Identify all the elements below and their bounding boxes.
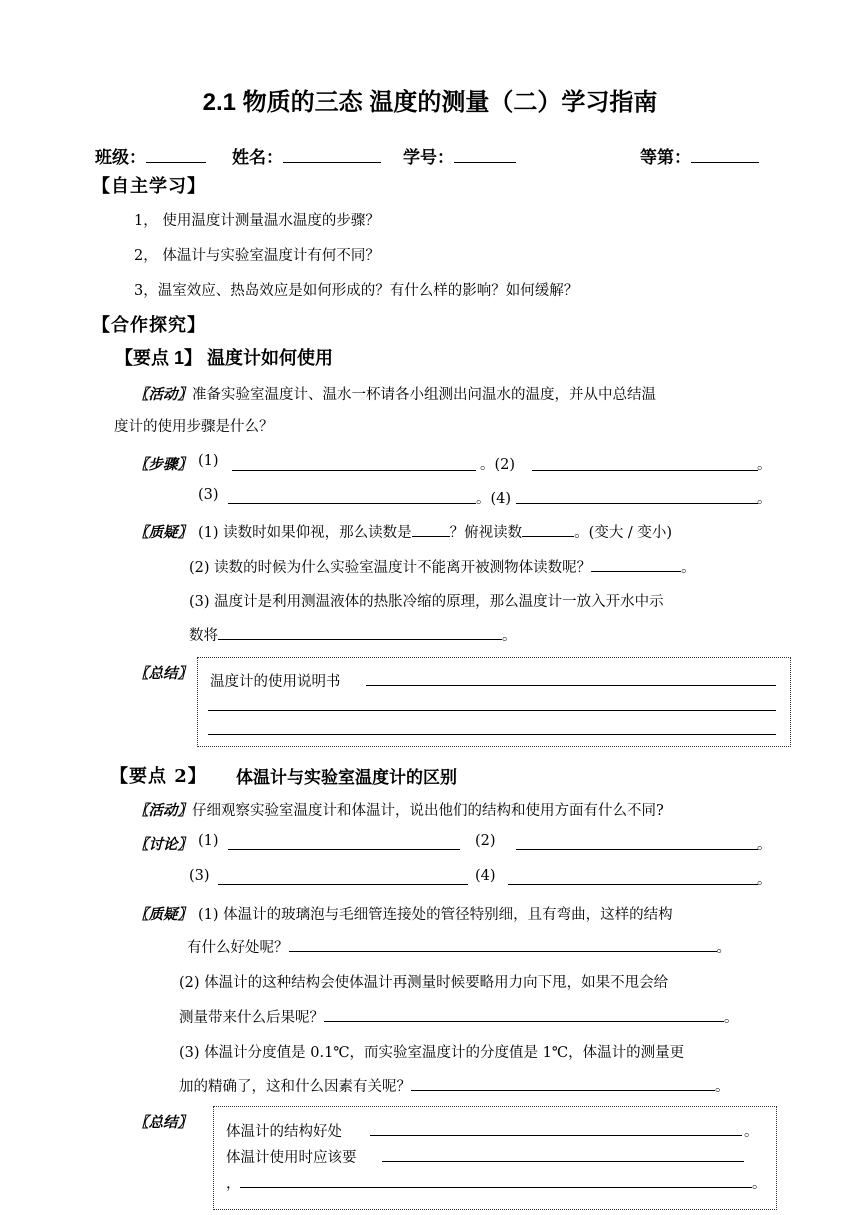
step1-blank[interactable] xyxy=(232,470,476,471)
coop-heading: 【合作探究】 xyxy=(92,315,206,336)
point1-doubt-tag: 〖质疑〗 xyxy=(134,524,192,541)
id-label: 学号： xyxy=(403,148,454,167)
step2-blank[interactable] xyxy=(532,470,758,471)
point2-heading: 【要点 2】 xyxy=(110,766,207,787)
discuss2-period: 。 xyxy=(757,837,772,853)
point2-doubt-tag: 〖质疑〗 xyxy=(134,906,192,923)
self-study-heading: 【自主学习】 xyxy=(92,176,206,197)
step3-blank[interactable] xyxy=(228,503,476,504)
discuss4-blank[interactable] xyxy=(508,884,758,885)
point1-activity-tag: 〖活动〗 xyxy=(134,386,192,403)
name-blank[interactable] xyxy=(283,148,381,163)
point1-activity-line2: 度计的使用步骤是什么？ xyxy=(114,419,274,435)
discuss1-label: (1) xyxy=(198,833,219,849)
point2-summary-line2: 体温计使用时应该要 xyxy=(226,1150,357,1166)
point1-doubt3a: (3) 温度计是利用测温液体的热胀冷缩的原理，那么温度计一放入开水中示 xyxy=(189,594,664,610)
class-blank[interactable] xyxy=(146,148,206,163)
point2-doubt3a: (3) 体温计分度值是 0.1℃，而实验室温度计的分度值是 1℃，体温计的测量更 xyxy=(179,1045,685,1061)
doubt3-blank[interactable] xyxy=(218,625,502,640)
grade-blank[interactable] xyxy=(691,148,759,163)
point2-doubt2a: (2) 体温计的这种结构会使体温计再测量时候要略用力向下甩，如果不甩会给 xyxy=(179,975,669,991)
doubt2-blank[interactable] xyxy=(591,557,681,572)
step4-blank[interactable] xyxy=(516,503,758,504)
discuss1-blank[interactable] xyxy=(228,849,460,850)
p2-summary-blank-1[interactable] xyxy=(370,1135,742,1136)
p2-summary-period-1: 。 xyxy=(744,1124,759,1140)
point1-doubt2: (2) 读数的时候为什么实验室温度计不能离开被测物体读数呢？ 。 xyxy=(189,556,696,577)
discuss4-label: (4) xyxy=(475,868,496,884)
point1-doubt3b: 数将 。 xyxy=(189,624,517,645)
name-label: 姓名： xyxy=(232,148,283,167)
doubt1-blank-a[interactable] xyxy=(412,522,450,537)
step4-label: 。(4) xyxy=(476,491,512,507)
p2-doubt3-blank[interactable] xyxy=(411,1076,715,1091)
self-study-q2: 2， 体温计与实验室温度计有何不同？ xyxy=(134,248,380,264)
p2-summary-blank-2[interactable] xyxy=(382,1161,744,1162)
p2-doubt1-blank[interactable] xyxy=(289,937,717,952)
point1-doubt1: (1) 读数时如果仰视，那么读数是 ？俯视读数 。(变大 / 变小) xyxy=(198,521,672,542)
grade-field xyxy=(640,143,759,168)
point2-doubt1b: 有什么好处呢？ 。 xyxy=(187,936,731,957)
point2-summary-tag: 〖总结〗 xyxy=(134,1114,192,1131)
class-field xyxy=(95,143,206,168)
point2-activity-tag: 〖活动〗 xyxy=(134,802,192,819)
grade-label: 等第： xyxy=(640,148,691,167)
discuss2-label: (2) xyxy=(475,833,496,849)
point1-heading: 【要点 1】 温度计如何使用 xyxy=(115,348,334,368)
step1-label: (1) xyxy=(198,453,219,469)
doubt1-blank-b[interactable] xyxy=(522,522,574,537)
point1-steps-tag: 〖步骤〗 xyxy=(134,456,192,473)
step2-period: 。 xyxy=(757,457,772,473)
discuss4-period: 。 xyxy=(757,872,772,888)
p2-summary-blank-3[interactable] xyxy=(240,1187,752,1188)
point2-summary-line1: 体温计的结构好处 xyxy=(226,1124,342,1140)
point2-doubt3b: 加的精确了，这和什么因素有关呢？ 。 xyxy=(179,1075,730,1096)
step4-period: 。 xyxy=(757,491,772,507)
point1-activity-line1: 准备实验室温度计、温水一杯请各小组测出问温水的温度，并从中总结温 xyxy=(192,387,656,403)
point1-activity xyxy=(134,383,656,404)
summary1-blank-1[interactable] xyxy=(366,685,776,686)
point2-discuss-tag: 〖讨论〗 xyxy=(134,836,192,853)
point1-summary-tag: 〖总结〗 xyxy=(134,665,192,682)
self-study-q3: 3，温室效应、热岛效应是如何形成的？有什么样的影响？如何缓解？ xyxy=(134,283,579,299)
point2-doubt2b: 测量带来什么后果呢？ 。 xyxy=(179,1006,739,1027)
summary1-blank-2[interactable] xyxy=(208,710,776,711)
page-title: 2.1 物质的三态 温度的测量（二）学习指南 xyxy=(202,89,658,116)
point2-summary-line3: ， xyxy=(226,1176,241,1192)
id-blank[interactable] xyxy=(454,148,516,163)
p2-summary-period-3: 。 xyxy=(752,1176,767,1192)
discuss2-blank[interactable] xyxy=(516,849,758,850)
point2-doubt1a: (1) 体温计的玻璃泡与毛细管连接处的管径特别细，且有弯曲，这样的结构 xyxy=(198,907,673,923)
class-label: 班级： xyxy=(95,148,146,167)
self-study-q1: 1， 使用温度计测量温水温度的步骤？ xyxy=(134,213,380,229)
name-field xyxy=(232,143,381,168)
summary1-blank-3[interactable] xyxy=(208,734,776,735)
step2-label: 。(2) xyxy=(480,457,516,473)
point2-activity: 〖活动〗仔细观察实验室温度计和体温计，说出他们的结构和使用方面有什么不同? xyxy=(134,802,664,819)
discuss3-label: (3) xyxy=(189,868,210,884)
point1-summary-text: 温度计的使用说明书 xyxy=(210,674,341,690)
discuss3-blank[interactable] xyxy=(218,884,468,885)
p2-doubt2-blank[interactable] xyxy=(324,1007,724,1022)
point2-heading-text: 体温计与实验室温度计的区别 xyxy=(236,768,457,787)
id-field xyxy=(403,143,516,168)
step3-label: (3) xyxy=(198,487,219,503)
